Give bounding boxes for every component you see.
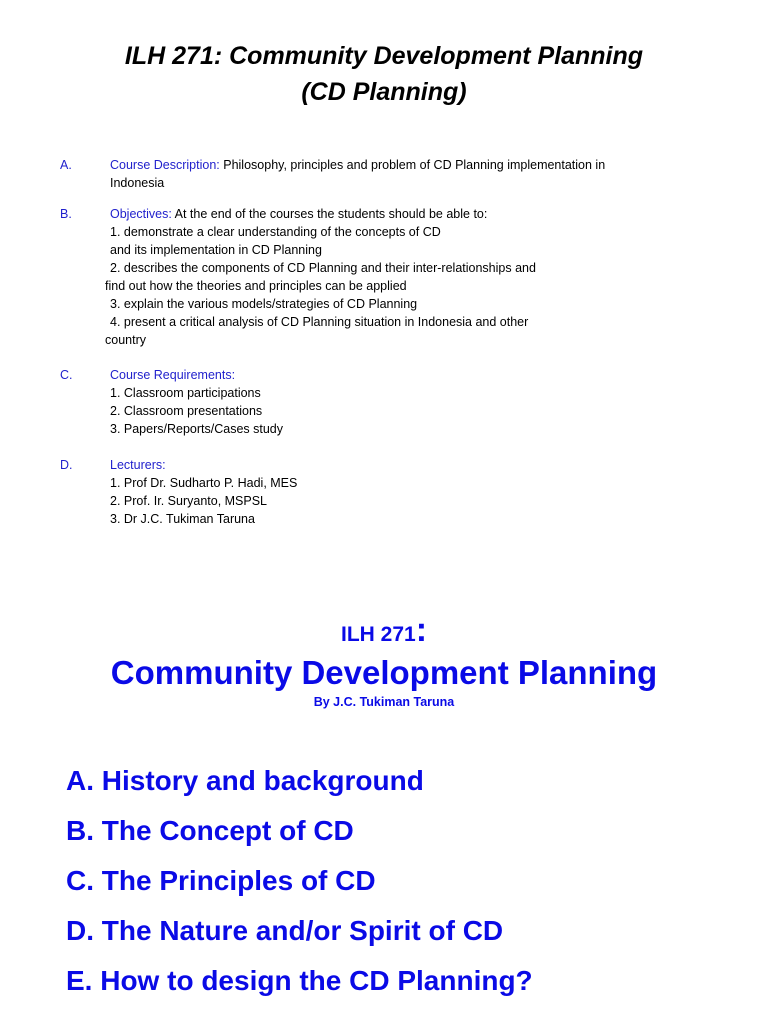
objective-line: 2. describes the components of CD Planning and their inter-relationships and: [110, 261, 536, 275]
section-text: Philosophy, principles and problem of CD Planning implementation in: [219, 158, 606, 172]
topic-item: B. The Concept of CD: [66, 815, 354, 846]
objective-line: find out how the theories and principles can be applied: [105, 279, 407, 293]
section-letter: A.: [60, 158, 72, 172]
slide1-title-line1: ILH 271: Community Development Planning: [124, 42, 644, 70]
course-code-text: ILH 271: [340, 623, 416, 646]
section-body: [105, 205, 670, 349]
section-letter: D.: [60, 458, 73, 472]
objective-line: 4. present a critical analysis of CD Planning situation in Indonesia and other: [110, 315, 529, 329]
objective-line: and its implementation in CD Planning: [110, 243, 322, 257]
slide2-header: [0, 610, 768, 711]
slide2-title: Community Development Planning: [110, 654, 658, 691]
section-text-cont: Indonesia: [110, 176, 165, 190]
objective-line: country: [105, 333, 146, 347]
section-body: [110, 156, 670, 192]
course-code-colon: :: [415, 611, 428, 649]
topic-item: C. The Principles of CD: [66, 865, 376, 896]
section-letter: C.: [60, 368, 73, 382]
section-body: [110, 456, 670, 528]
topic-item: E. How to design the CD Planning?: [66, 965, 533, 996]
section-intro: At the end of the courses the students should be able to:: [171, 207, 488, 221]
section-label: Lecturers:: [110, 458, 166, 472]
slide2-author: By J.C. Tukiman Taruna: [313, 695, 455, 709]
slide1-title-line2: (CD Planning): [301, 78, 467, 106]
section-label: Objectives:: [110, 207, 172, 221]
objective-line: 3. explain the various models/strategies of CD Planning: [110, 297, 418, 311]
section-letter: B.: [60, 207, 72, 221]
slide1-title: [0, 38, 768, 110]
topic-item: D. The Nature and/or Spirit of CD: [66, 915, 504, 946]
lecturer-item: 3. Dr J.C. Tukiman Taruna: [110, 512, 255, 526]
lecturer-item: 1. Prof Dr. Sudharto P. Hadi, MES: [110, 476, 298, 490]
requirement-item: 1. Classroom participations: [110, 386, 261, 400]
course-code: [0, 610, 768, 655]
topic-item: A. History and background: [66, 765, 424, 796]
requirement-item: 3. Papers/Reports/Cases study: [110, 422, 283, 436]
section-label: Course Requirements:: [110, 368, 236, 382]
objective-line: 1. demonstrate a clear understanding of the concepts of CD: [110, 225, 441, 239]
section-body: [110, 366, 670, 438]
requirement-item: 2. Classroom presentations: [110, 404, 263, 418]
topic-list: [66, 756, 746, 1006]
lecturer-item: 2. Prof. Ir. Suryanto, MSPSL: [110, 494, 268, 508]
section-label: Course Description:: [110, 158, 220, 172]
